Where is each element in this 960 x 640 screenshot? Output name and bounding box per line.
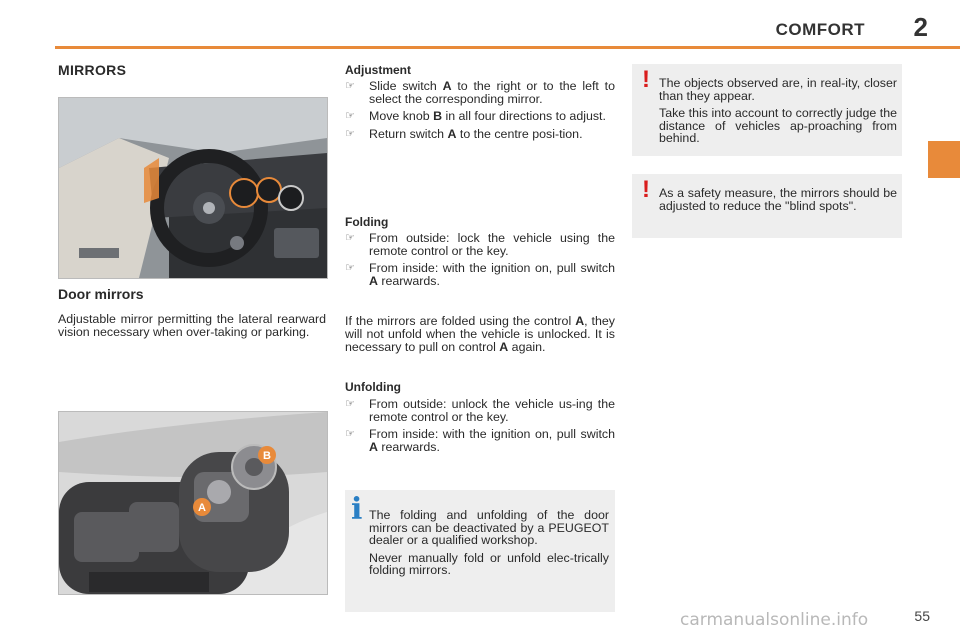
header-rule: [55, 46, 960, 49]
unfolding-list: [345, 398, 615, 458]
warning-icon: !: [642, 66, 650, 93]
label-b: B: [263, 450, 271, 462]
pointing-hand-icon: ☞: [345, 232, 355, 244]
section-title: MIRRORS: [58, 62, 127, 78]
unfolding-heading: Unfolding: [345, 380, 401, 394]
warning-paragraph: The objects observed are, in real-ity, closer than they appear.: [659, 76, 897, 103]
folding-heading: Folding: [345, 215, 389, 229]
list-item: ☞ From inside: with the ignition on, pull switch A rearwards.: [345, 261, 615, 288]
warning-icon: !: [642, 176, 650, 203]
list-item: ☞ From outside: unlock the vehicle us-ing the remote control or the key.: [345, 397, 615, 424]
door-mirrors-title: Door mirrors: [58, 286, 144, 302]
adjustment-list: [345, 80, 615, 145]
pointing-hand-icon: ☞: [345, 127, 355, 140]
page-number: 55: [914, 608, 930, 624]
folding-note: If the mirrors are folded using the control A, they will not unfold when the vehicle is unlocked. It is necessary to pull on control A again.: [345, 314, 615, 354]
list-item: ☞ From inside: with the ignition on, pull switch A rearwards.: [345, 427, 615, 454]
mirror-switch-illustration: [59, 412, 327, 594]
pointing-hand-icon: ☞: [345, 110, 355, 122]
info-paragraph: Never manually fold or unfold elec-trically folding mirrors.: [369, 550, 609, 577]
warning-text: [659, 77, 897, 150]
list-item: ☞ Move knob B in all four directions to adjust.: [345, 109, 606, 123]
watermark: carmanualsonline.info: [680, 610, 869, 630]
warning-paragraph: Take this into account to correctly judge the distance of vehicles ap-proaching from behind.: [659, 106, 897, 145]
list-item: ☞ Return switch A to the centre posi-tion.: [345, 126, 583, 141]
mirror-switch-photo: [58, 411, 328, 595]
dashboard-photo: [58, 97, 328, 279]
chapter-title: COMFORT: [775, 20, 865, 39]
chapter-side-tab: [928, 141, 960, 178]
pointing-hand-icon: ☞: [345, 262, 355, 274]
pointing-hand-icon: ☞: [345, 398, 355, 410]
info-text: [369, 509, 609, 582]
pointing-hand-icon: ☞: [345, 80, 355, 92]
info-paragraph: The folding and unfolding of the door mirrors can be deactivated by a PEUGEOT dealer or a qualified workshop.: [369, 508, 609, 547]
pointing-hand-icon: ☞: [345, 428, 355, 440]
chapter-number: 2: [913, 12, 928, 42]
adjustment-heading: Adjustment: [345, 63, 411, 77]
dashboard-illustration: [59, 98, 327, 278]
warning-paragraph: As a safety measure, the mirrors should be adjusted to reduce the "blind spots".: [659, 186, 897, 213]
list-item: ☞ From outside: lock the vehicle using the remote control or the key.: [345, 231, 615, 258]
folding-list: [345, 232, 615, 292]
info-icon: i: [351, 492, 363, 527]
door-mirrors-description: Adjustable mirror permitting the lateral rearward vision necessary when over-taking or parking.: [58, 312, 326, 339]
list-item: ☞ Slide switch A to the right or to the left to select the corresponding mirror.: [345, 79, 615, 106]
label-a: A: [198, 502, 206, 514]
warning-text: [659, 187, 897, 217]
